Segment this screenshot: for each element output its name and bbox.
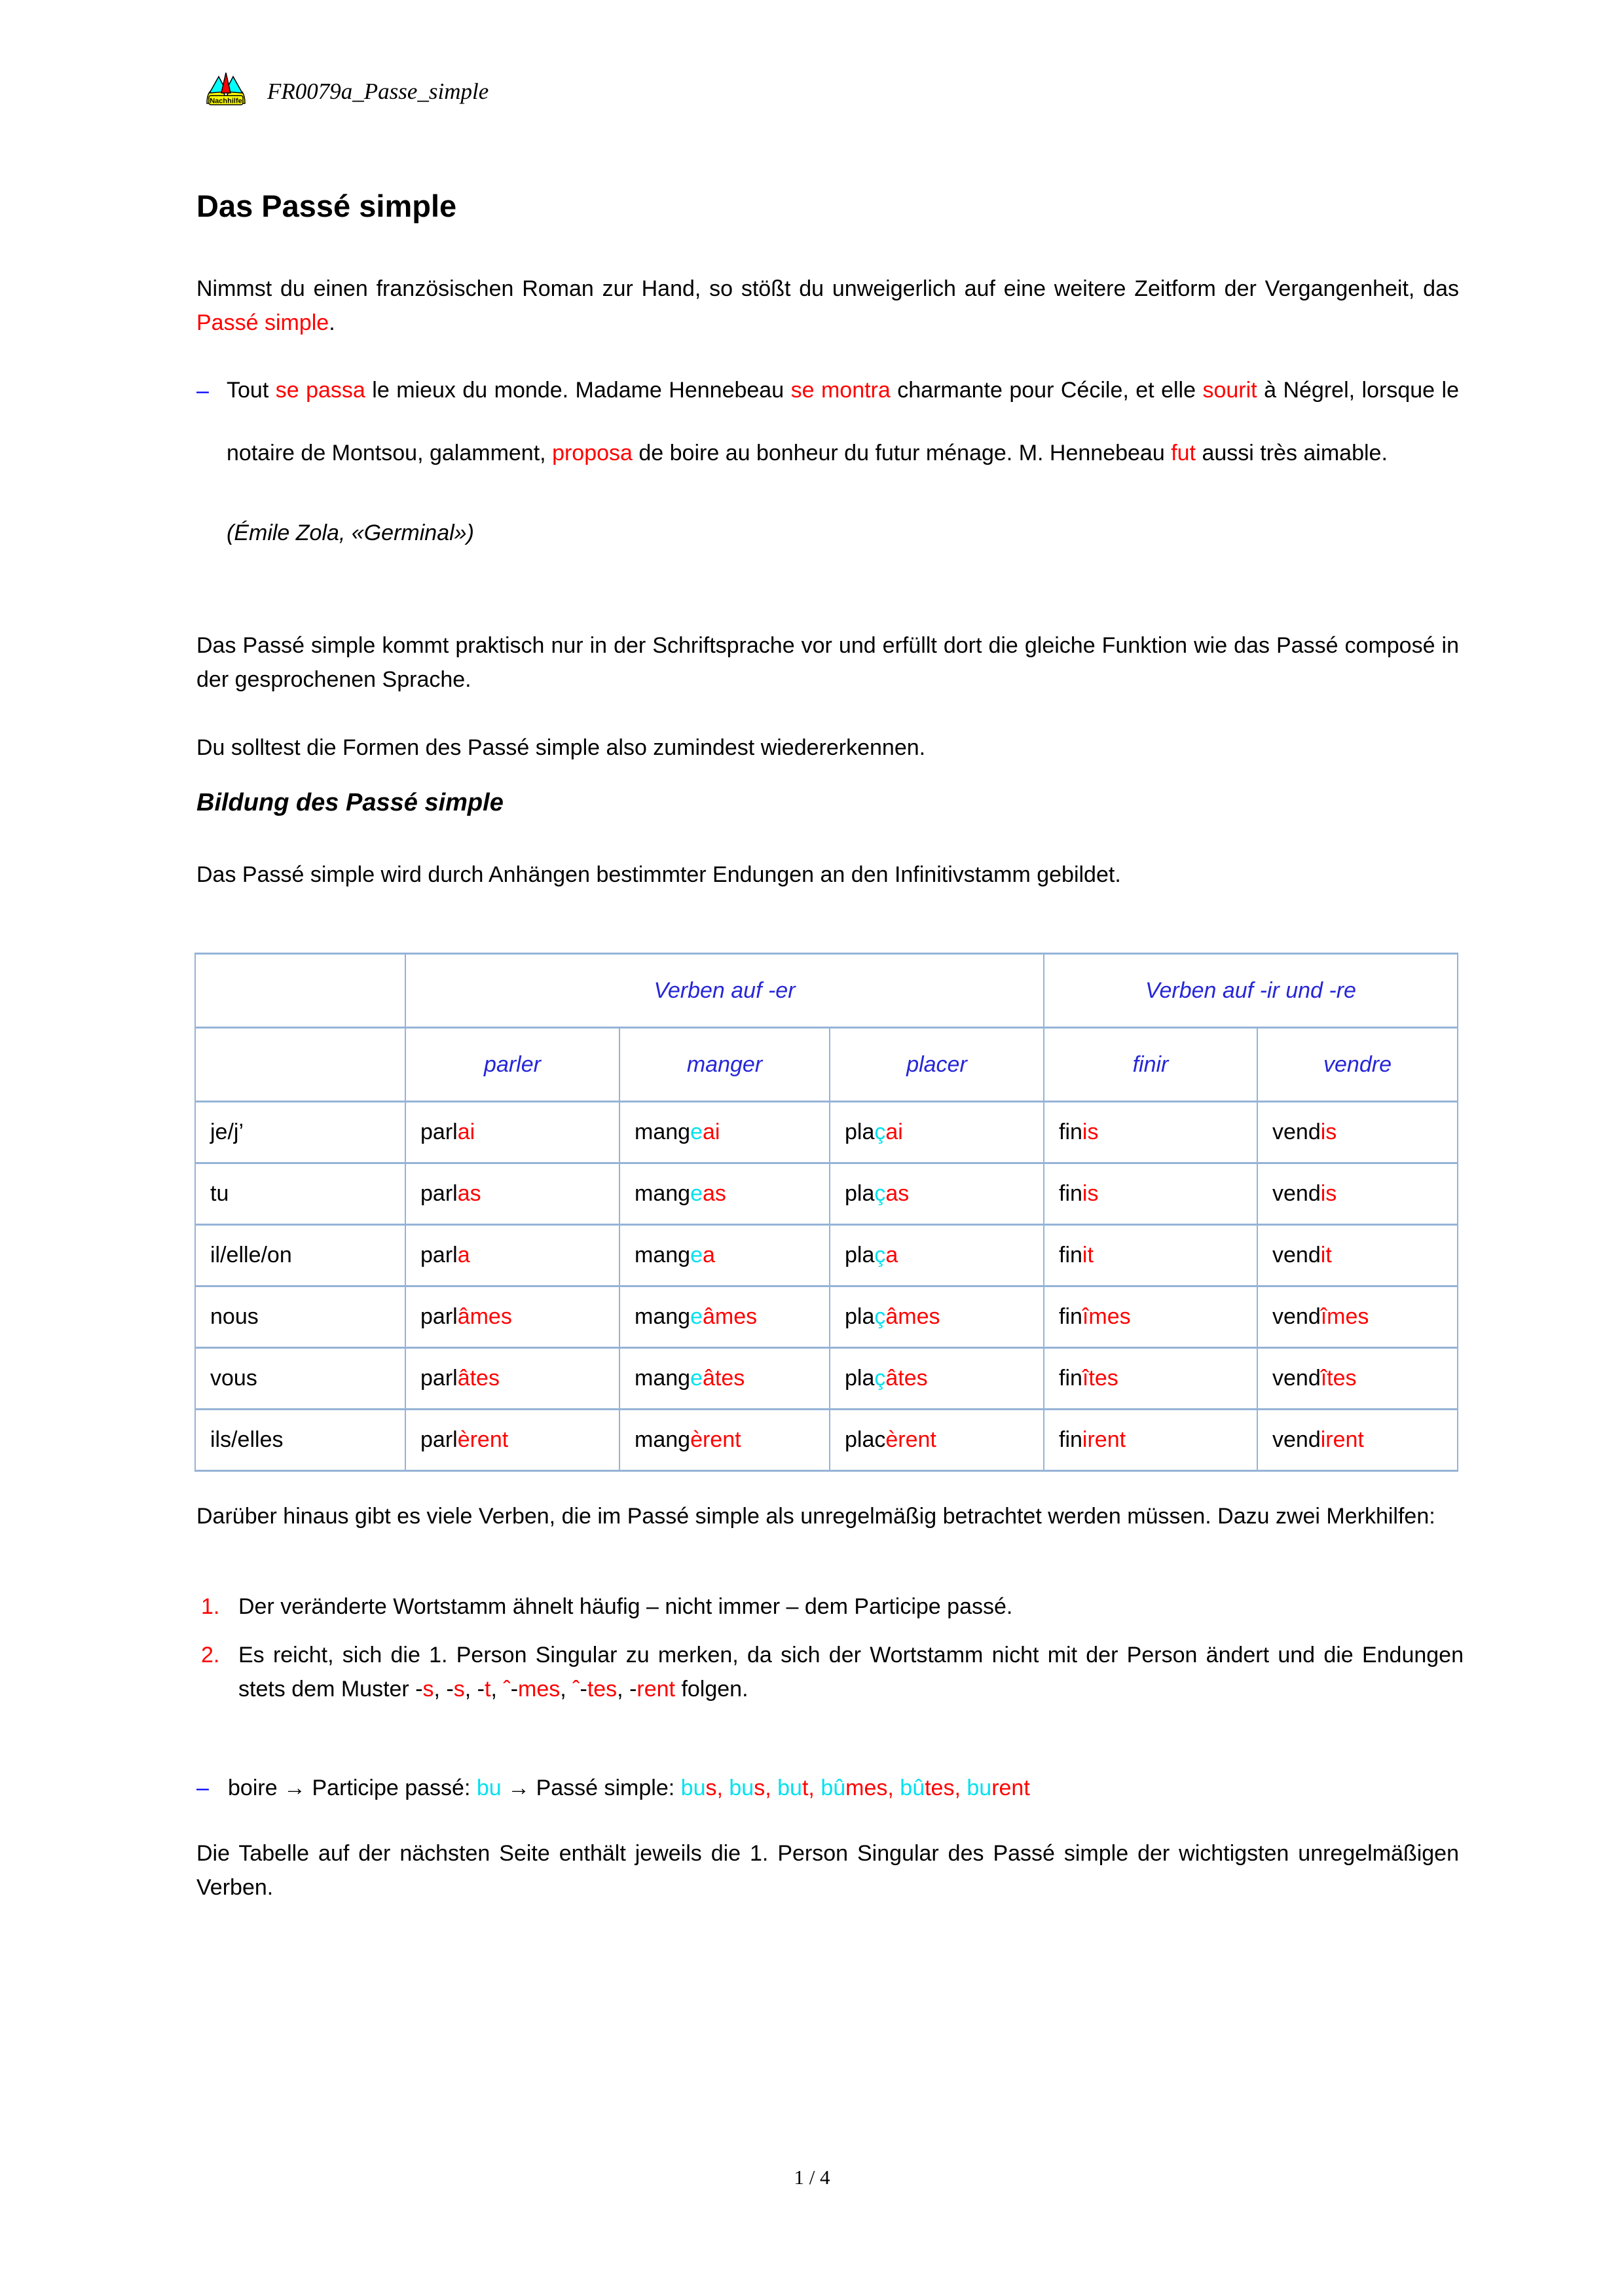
list-number-2: 2. [201,1643,220,1667]
conjugation-cell: parlai [405,1102,619,1163]
boire-example-line [196,1771,1459,1805]
verb-header-manger: manger [619,1028,830,1102]
document-filename: FR0079a_Passe_simple [267,79,489,104]
verb-header-finir: finir [1044,1028,1257,1102]
logo-text: Nachhilfe [210,97,242,105]
conjugation-cell: vendis [1257,1102,1458,1163]
conjugation-cell: plaça [830,1225,1044,1286]
paragraph-tabelle: Die Tabelle auf der nächsten Seite enthält jeweils die 1. Person Singular des Passé simple der wichtigsten unregelmäßigen Verben. [196,1841,1459,1900]
nachhilfe-logo-image [206,69,246,106]
conjugation-cell: vendîmes [1257,1286,1458,1348]
conjugation-cell: parlâtes [405,1348,619,1410]
group-header-ir-re: Verben auf -ir und -re [1044,954,1458,1028]
conjugation-cell: mangeai [619,1102,830,1163]
conjugation-cell: parlâmes [405,1286,619,1348]
section-heading-bildung: Bildung des Passé simple [196,789,504,816]
paragraph-wiedererkennen: Du solltest die Formen des Passé simple also zumindest wiedererkennen. [196,735,926,760]
conjugation-cell: finîmes [1044,1286,1257,1348]
table-row [195,1163,1458,1225]
conjugation-cell: plaçai [830,1102,1044,1163]
conjugation-cell: vendirent [1257,1410,1458,1471]
conjugation-cell: vendis [1257,1163,1458,1225]
table-row [195,1286,1458,1348]
conjugation-cell: mangea [619,1225,830,1286]
list-number-1: 1. [201,1594,220,1619]
conjugation-cell: placèrent [830,1410,1044,1471]
list-item-2 [201,1638,1464,1706]
conjugation-cell: parla [405,1225,619,1286]
quote-dash-bullet: – [196,378,209,403]
conjugation-table [194,953,1458,1472]
person-label: vous [195,1348,405,1410]
table-verb-header-row [195,1028,1458,1102]
conjugation-cell: finirent [1044,1410,1257,1471]
person-label: ils/elles [195,1410,405,1471]
paragraph-merkhilfen: Darüber hinaus gibt es viele Verben, die im Passé simple als unregelmäßig betrachtet werden müssen. Dazu zwei Merkhilfen: [196,1504,1435,1529]
verb-header-vendre: vendre [1257,1028,1458,1102]
conjugation-cell: mangeâmes [619,1286,830,1348]
intro-paragraph: Nimmst du einen französischen Roman zur Hand, so stößt du unweigerlich auf eine weitere Zeitform der Vergangenheit, das Passé simple. [196,276,1459,335]
conjugation-cell: mangeas [619,1163,830,1225]
paragraph-bildung: Das Passé simple wird durch Anhängen bestimmter Endungen an den Infinitivstamm gebildet. [196,862,1121,887]
group-header-er: Verben auf -er [405,954,1044,1028]
conjugation-cell: parlas [405,1163,619,1225]
person-label: nous [195,1286,405,1348]
conjugation-cell: vendit [1257,1225,1458,1286]
logo-red-peak [221,73,231,93]
page-number: 1 / 4 [794,2166,830,2189]
zola-quote-block [196,359,1459,484]
conjugation-cell: finis [1044,1163,1257,1225]
table-row [195,1225,1458,1286]
person-label: tu [195,1163,405,1225]
verb-header-empty [195,1028,405,1102]
conjugation-cell: plaçâmes [830,1286,1044,1348]
person-label: il/elle/on [195,1225,405,1286]
boire-dash-bullet: – [196,1776,209,1800]
verb-header-parler: parler [405,1028,619,1102]
conjugation-cell: finit [1044,1225,1257,1286]
list-item-2-text: Es reicht, sich die 1. Person Singular zu merken, da sich der Wortstamm nicht mit der Person ändert und die Endungen stets dem Muster -s, -s, -t, ˆ-mes, ˆ-tes, -rent folgen. [238,1643,1464,1702]
table-corner-cell [195,954,405,1028]
conjugation-cell: parlèrent [405,1410,619,1471]
quote-text: Tout se passa le mieux du monde. Madame Hennebeau se montra charmante pour Cécile, et elle sourit à Négrel, lorsque le notaire de Montsou, galamment, proposa de boire au bonheur du futur ménage. M. Hennebeau fut aussi très aimable. [227,378,1459,465]
conjugation-cell: finis [1044,1102,1257,1163]
table-row [195,1410,1458,1471]
person-label: je/j’ [195,1102,405,1163]
nachhilfe-logo [206,69,246,106]
boire-example-text: boire → Participe passé: bu → Passé simple: bus, bus, but, bûmes, bûtes, burent [228,1776,1030,1800]
table-row [195,1348,1458,1410]
conjugation-cell: mangèrent [619,1410,830,1471]
paragraph-schriftsprache: Das Passé simple kommt praktisch nur in der Schriftsprache vor und erfüllt dort die gleiche Funktion wie das Passé composé in der gesprochenen Sprache. [196,633,1459,692]
conjugation-cell: vendîtes [1257,1348,1458,1410]
quote-source: (Émile Zola, «Germinal») [227,520,474,545]
list-item-1 [201,1590,1464,1624]
table-group-header-row [195,954,1458,1028]
table-row [195,1102,1458,1163]
conjugation-cell: plaças [830,1163,1044,1225]
conjugation-cell: plaçâtes [830,1348,1044,1410]
list-item-1-text: Der veränderte Wortstamm ähnelt häufig – nicht immer – dem Participe passé. [238,1594,1013,1619]
page-title: Das Passé simple [196,189,457,223]
conjugation-cell: finîtes [1044,1348,1257,1410]
verb-header-placer: placer [830,1028,1044,1102]
conjugation-cell: mangeâtes [619,1348,830,1410]
